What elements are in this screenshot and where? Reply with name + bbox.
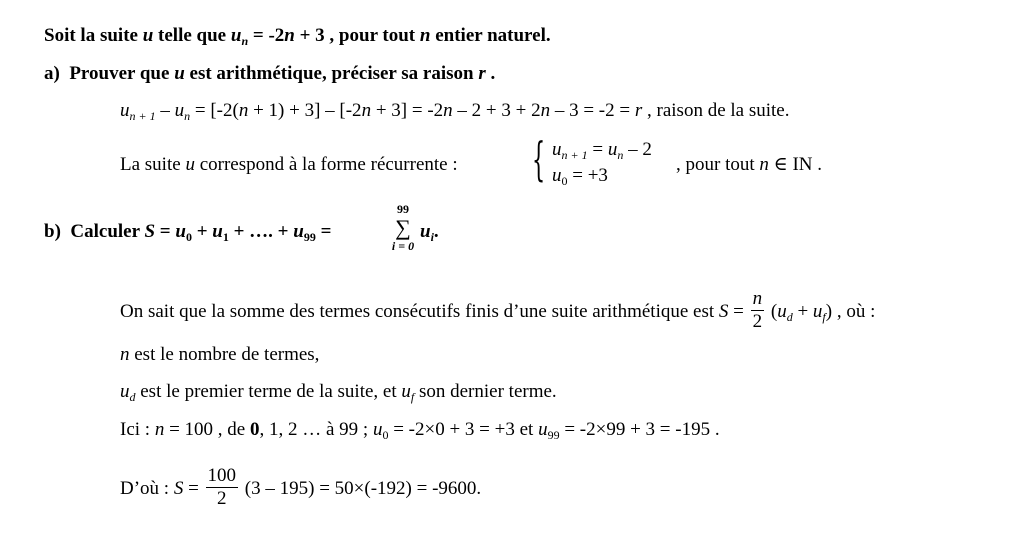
sub-99: 99 (303, 230, 316, 244)
var-u: u (120, 100, 130, 121)
intro-text-4: + 3 , pour tout (299, 25, 416, 46)
result-line (120, 465, 482, 511)
part-a-heading (44, 64, 495, 83)
equals-sign: = (315, 221, 332, 242)
definition-text-1: est le premier terme de la suite, et (140, 381, 397, 402)
recur-text-3: , pour tout (676, 154, 755, 175)
part-b-label: b) (44, 221, 61, 242)
sub-0: 0 (382, 428, 389, 442)
var-n: n (154, 419, 165, 440)
ici-text-2: = 100 , de (164, 419, 246, 440)
var-n: n (419, 25, 431, 46)
sub-n-plus-1: n + 1 (129, 109, 156, 123)
sub-f: f (822, 309, 826, 324)
expr-part: – 2 (623, 139, 652, 160)
plus-sign: + (191, 221, 213, 242)
var-S: S (173, 477, 184, 499)
sub-0: 0 (185, 230, 192, 244)
expr-part: = [-2( (190, 100, 239, 121)
ici-text-4: = -2×0 + 3 = +3 et (388, 419, 534, 440)
numerator: 100 (207, 465, 237, 486)
sum-upper-bound: 99 (397, 202, 409, 216)
var-u: u (174, 100, 185, 121)
ici-text-3: , 1, 2 … à 99 ; (259, 419, 369, 440)
sub-d: d (786, 309, 793, 324)
var-u: u (812, 300, 823, 322)
recur-text-1: La suite (120, 154, 181, 175)
ici-text-5: = -2×99 + 3 = -195 . (559, 419, 720, 440)
var-u: u (552, 139, 562, 160)
sub-n-plus-1: n + 1 (561, 148, 588, 162)
var-u: u (212, 221, 223, 242)
sub-n: n (184, 109, 191, 123)
sub-n: n (241, 34, 249, 48)
var-u: u (552, 165, 562, 186)
ici-label: Ici : (120, 419, 151, 440)
sum-lower-bound: i = 0 (391, 239, 415, 253)
expr-part: + …. + (228, 221, 294, 242)
var-u: u (185, 154, 195, 175)
part-a-text-1: Prouver que (69, 63, 170, 84)
fraction-n-over-2 (751, 289, 765, 332)
sub-d: d (129, 390, 136, 404)
var-u: u (174, 63, 185, 84)
recur-text-2: correspond à la forme récurrente : (199, 154, 458, 175)
equals-sign: = (587, 139, 608, 160)
var-u: u (420, 221, 431, 242)
system-line-1 (552, 139, 652, 162)
denominator: 2 (217, 487, 227, 509)
var-n: n (443, 100, 453, 121)
part-b-text-1: Calculer (70, 221, 140, 242)
var-u: u (120, 381, 130, 402)
expr-part: – 3 = -2 = (550, 100, 635, 121)
var-u: u (777, 300, 787, 322)
ici-line (120, 419, 720, 442)
definition-text-2: son dernier terme. (418, 381, 557, 402)
var-S: S (144, 221, 156, 242)
denominator: 2 (752, 310, 763, 332)
close-text: ) , où : (825, 300, 876, 322)
var-n: n (759, 154, 769, 175)
expr-part: + 3] = -2 (371, 100, 444, 121)
formula-text: On sait que la somme des termes consécutifs finis d’une suite arithmétique est (120, 300, 715, 322)
var-u: u (293, 221, 304, 242)
definition-n-text: est le nombre de termes, (134, 344, 320, 365)
intro-text-3: = -2 (252, 25, 285, 46)
sum-term (420, 221, 439, 244)
intro-text-5: entier naturel. (435, 25, 551, 46)
expr-part: , raison de la suite. (642, 100, 790, 121)
open-paren: ( (766, 300, 778, 322)
var-u: u (401, 381, 411, 402)
var-u: u (372, 419, 383, 440)
definition-ud-uf (120, 381, 557, 404)
var-u: u (175, 221, 186, 242)
recurrence-text (120, 155, 458, 174)
part-a-text-2: est arithmétique, préciser sa raison (189, 63, 474, 84)
equals-sign: = (183, 477, 204, 499)
result-expression: (3 – 195) = 50×(-192) = -9600. (240, 477, 482, 499)
plus-sign: + (792, 300, 813, 322)
sigma-icon: ∑ (395, 215, 411, 240)
bold-zero: 0 (249, 419, 260, 440)
minus-sign: – (155, 100, 175, 121)
equals-sign: = (155, 221, 176, 242)
system-brace: { (532, 132, 546, 186)
var-r: r (478, 63, 486, 84)
fraction-100-over-2 (206, 466, 239, 509)
var-u: u (142, 25, 154, 46)
var-n: n (238, 100, 249, 121)
sub-i: i (430, 230, 434, 244)
definition-n (120, 345, 319, 364)
sub-f: f (410, 390, 415, 404)
var-n: n (120, 344, 130, 365)
var-n: n (361, 100, 372, 121)
summation-symbol (388, 202, 418, 254)
equals-sign: = (728, 300, 749, 322)
period: . (433, 221, 439, 242)
system-line-2 (552, 165, 608, 188)
numerator: n (752, 288, 763, 309)
expr-part: – 2 + 3 + 2 (452, 100, 541, 121)
sub-99: 99 (547, 428, 560, 442)
recurrence-tail (676, 155, 822, 174)
var-n: n (284, 25, 295, 46)
var-un: u (230, 25, 242, 46)
difference-equation (120, 100, 790, 123)
sum-formula-line (120, 288, 876, 334)
var-n: n (540, 100, 551, 121)
intro-line (44, 25, 551, 48)
part-a-label: a) (44, 63, 60, 84)
intro-text-2: telle que (158, 25, 227, 46)
sub-n: n (617, 148, 624, 162)
sub-0: 0 (561, 174, 568, 188)
var-u: u (607, 139, 618, 160)
var-u: u (538, 419, 548, 440)
result-label: D’où : (120, 477, 170, 499)
intro-text-1: Soit la suite (44, 25, 138, 46)
part-a-text-3: . (490, 63, 496, 84)
recur-text-4: ∈ IN . (773, 154, 823, 175)
expr-part: + 1) + 3] – [-2 (248, 100, 362, 121)
var-r: r (634, 100, 643, 121)
expr-part: = +3 (567, 165, 608, 186)
var-S: S (718, 300, 729, 322)
sub-1: 1 (222, 230, 229, 244)
part-b-heading (44, 221, 332, 244)
